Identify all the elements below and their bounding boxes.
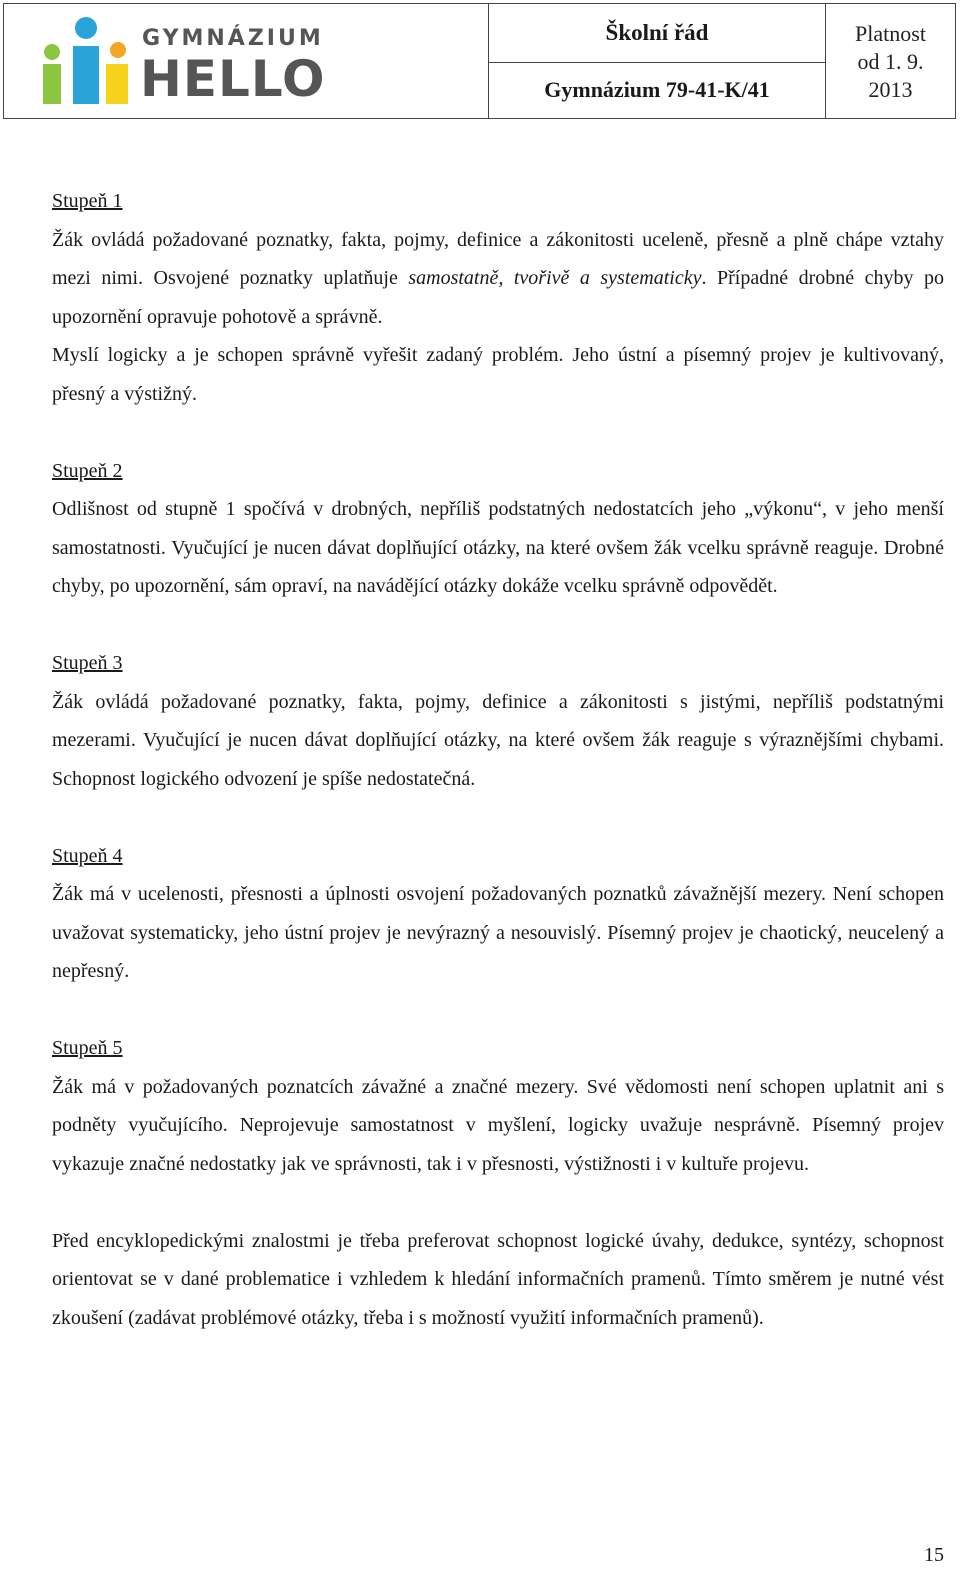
paragraph: Odlišnost od stupně 1 spočívá v drobných, nepříliš podstatných nedostatcích jeho „výkonu“, v jeho menší samostatnosti. Vyučující je nucen dávat doplňující otázky, na které ovšem žák vcelku správně reaguje. Drobné chyby, po upozornění, sám opraví, na navádějící otázky dokáže vcelku správně odpovědět. — [52, 498, 944, 597]
paragraph: Žák má v požadovaných poznatcích závažné a značné mezery. Své vědomosti není schopen uplatnit ani s podněty vyučujícího. Neprojevuje samostatnost v myšlení, logicky uvažuje nesprávně. Písemný projev vykazuje značné nedostatky jak ve správnosti, tak i v přesnosti, výstižnosti i v kultuře projevu. — [52, 1075, 944, 1175]
logo-text-hello: HELLO — [140, 50, 326, 108]
section-heading: Stupeň 5 — [52, 1037, 123, 1059]
paragraph: Žák ovládá požadované poznatky, fakta, pojmy, definice a zákonitosti s jistými, nepříliš podstatnými mezerami. Vyučující je nucen dávat doplňující otázky, na které ovšem žák reaguje s výraznějšími chybami. Schopnost logického odvození je spíše nedostatečná. — [52, 690, 944, 790]
validity-cell — [826, 4, 955, 118]
validity-line-2: od 1. 9. — [857, 49, 924, 74]
document-subtitle: Gymnázium 79-41-K/41 — [544, 77, 770, 102]
document-body — [52, 182, 944, 1337]
page-number: 15 — [924, 1544, 944, 1566]
section-heading: Stupeň 4 — [52, 844, 123, 867]
document-title: Školní řád — [489, 4, 825, 63]
paragraph: Myslí logicky a je schopen správně vyřešit zadaný problém. Jeho ústní a písemný projev je kultivovaný, přesný a výstižný. — [52, 344, 944, 405]
title-cell — [489, 4, 826, 118]
validity-text — [826, 20, 955, 104]
section-grade-2 — [52, 452, 944, 606]
document-header — [3, 3, 956, 119]
logo-mark-icon — [40, 16, 140, 111]
logo-cell — [4, 4, 489, 118]
validity-line-3: 2013 — [868, 77, 913, 102]
paragraph: Žák ovládá požadované poznatky, fakta, pojmy, definice a zákonitosti uceleně, přesně a plně chápe vztahy mezi nimi. Osvojené poznatky uplatňuje samostatně, tvořivě a systematicky. Případné drobné chyby po upozornění opravuje pohotově a správně. — [52, 228, 945, 328]
emphasis-text: samostatně, tvořivě a systematicky — [408, 267, 702, 289]
school-logo — [40, 16, 350, 111]
section-grade-3 — [52, 644, 944, 798]
closing-paragraph: Před encyklopedickými znalostmi je třeba preferovat schopnost logické úvahy, dedukce, syntézy, schopnost orientovat se v dané problematice i vzhledem k hledání informačních pramenů. Tímto směrem je nutné vést zkoušení (zadávat problémové otázky, třeba i s možností využití informačních pramenů). — [52, 1229, 944, 1329]
section-grade-1 — [52, 182, 944, 413]
logo-text-gymnazium: GYMNÁZIUM — [142, 26, 324, 51]
section-grade-4 — [52, 837, 944, 991]
section-heading: Stupeň 3 — [52, 652, 123, 674]
section-heading: Stupeň 2 — [52, 459, 123, 482]
validity-line-1: Platnost — [855, 21, 926, 46]
section-grade-5 — [52, 1029, 944, 1183]
paragraph: Žák má v ucelenosti, přesnosti a úplnosti osvojení požadovaných poznatků závažnější mezery. Není schopen uvažovat systematicky, jeho ústní projev je nevýrazný a nesouvislý. Písemný projev je chaotický, neucelený a nepřesný. — [52, 883, 944, 982]
section-heading: Stupeň 1 — [52, 190, 123, 212]
